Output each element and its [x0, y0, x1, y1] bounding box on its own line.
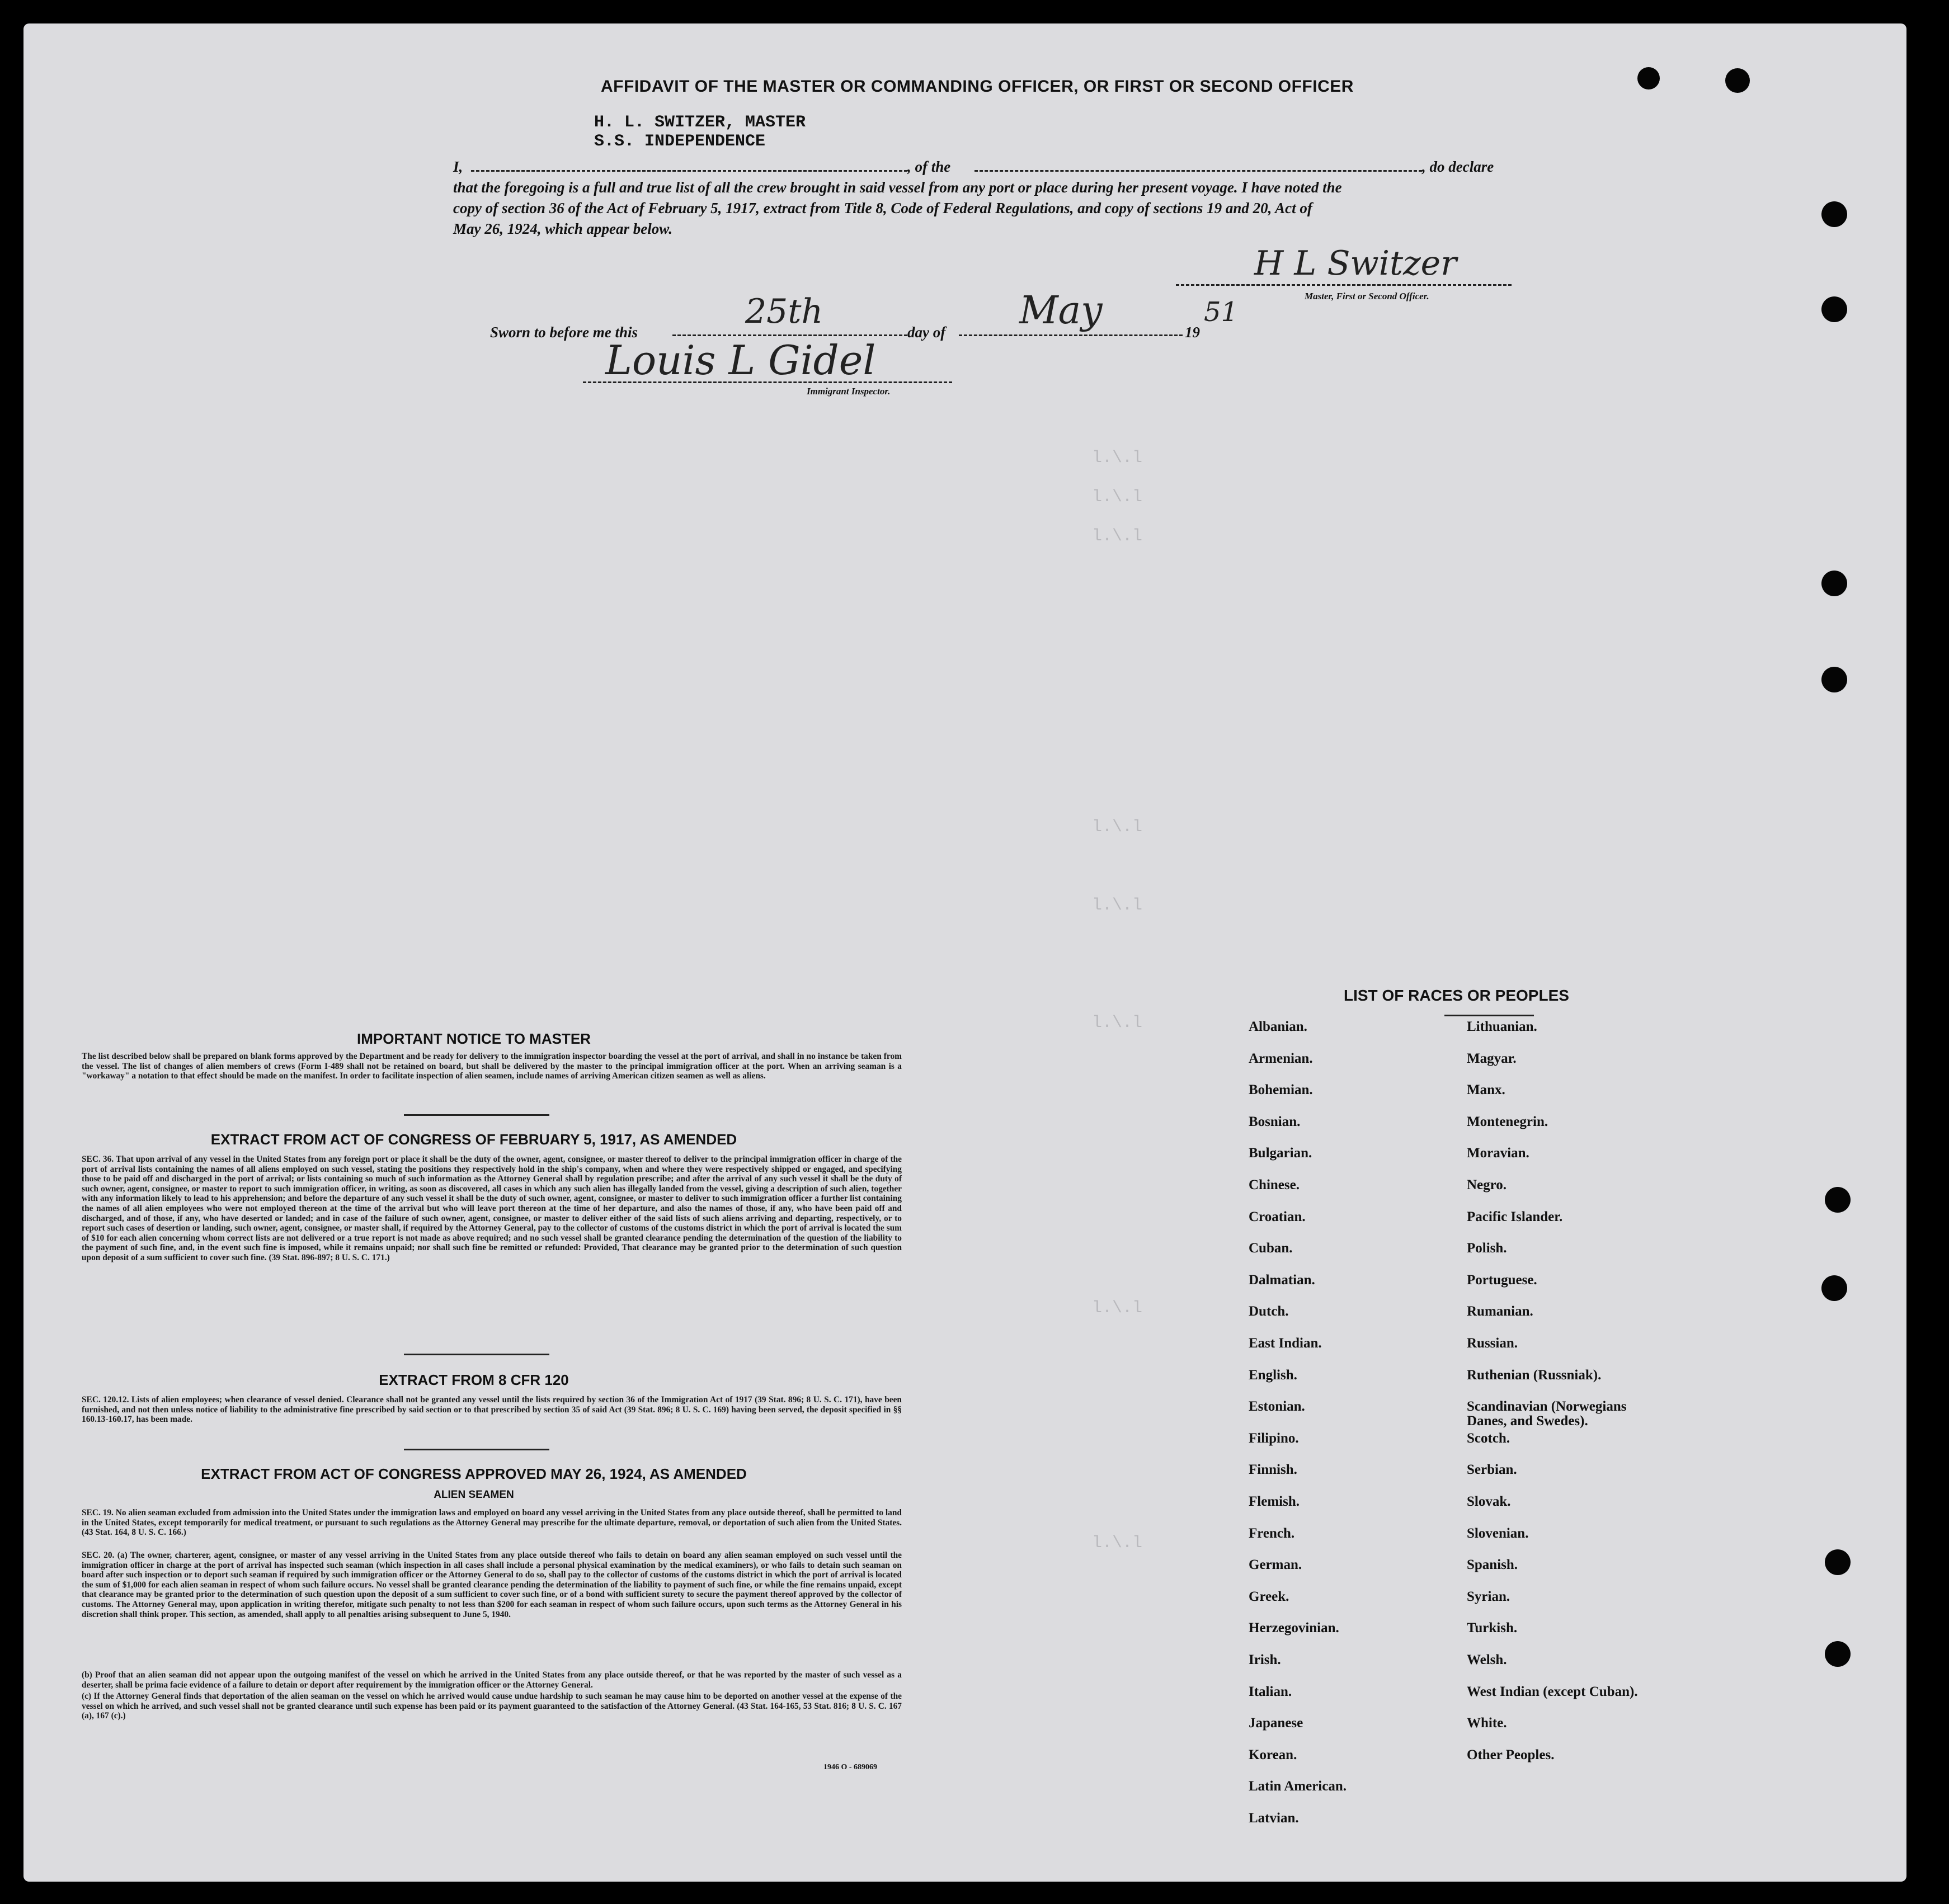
notice-title: IMPORTANT NOTICE TO MASTER [357, 1030, 591, 1047]
race-item: Russian. [1467, 1336, 1518, 1351]
race-item: Bosnian. [1249, 1114, 1301, 1129]
month-blank [959, 334, 1183, 336]
race-item: German. [1249, 1557, 1302, 1573]
binder-hole [1821, 201, 1847, 227]
extract-cfr-text: SEC. 120.12. Lists of alien employees; when clearance of vessel denied. Clearance shall not be granted any vessel until the lists required by section 36 of the Immigration Act of 1917 (39 Stat. 896; 8 U. S. C. 171), have been furnished, and not then unless notice of liability to the administrative fine prescribed by said section or to that prescribed by section 35 of said Act (39 Stat. 896; 8 U. S. C. 169) having been served, the deposit specified in §§ 160.13-160.17, has been made. [82, 1395, 902, 1425]
affidavit-title: AFFIDAVIT OF THE MASTER OR COMMANDING OFFICER, OR FIRST OR SECOND OFFICER [601, 77, 1354, 96]
divider [404, 1354, 549, 1355]
race-item: Italian. [1249, 1684, 1292, 1699]
race-item: Latin American. [1249, 1779, 1347, 1794]
sec20c-text: (c) If the Attorney General finds that deportation of the alien seaman on the vessel on which he arrived would cause undue hardship to such seaman he may cause him to be deported on another vessel at the expense of the vessel on which he arrived, and such vessel shall not be granted clearance until such expense has been paid or its payment guaranteed to the satisfaction of the Attorney General. (43 Stat. 164-165, 53 Stat. 816; 8 U. S. C. 167 (a), 167 (c).) [82, 1691, 902, 1721]
year-suffix: 51 [1204, 296, 1239, 328]
binder-hole [1825, 1641, 1851, 1667]
race-item: Filipino. [1249, 1430, 1299, 1446]
race-item: Armenian. [1249, 1050, 1313, 1066]
sworn-label: Sworn to before me this [490, 324, 638, 341]
race-item: Finnish. [1249, 1462, 1297, 1478]
race-item: Bulgarian. [1249, 1146, 1312, 1161]
master-signature-line [1176, 284, 1512, 286]
race-item: Herzegovinian. [1249, 1620, 1339, 1636]
month-value: May [1019, 289, 1103, 333]
extract-1917-title: EXTRACT FROM ACT OF CONGRESS OF FEBRUARY 5, 1917, AS AMENDED [210, 1131, 737, 1148]
race-item: Moravian. [1467, 1146, 1529, 1161]
race-item: French. [1249, 1525, 1295, 1541]
do-declare-label: , do declare [1422, 158, 1494, 175]
of-the-label: , of the [907, 158, 951, 175]
master-signature-label: Master, First or Second Officer. [1305, 291, 1429, 301]
bleed-through-mark: l.\.l [1092, 449, 1143, 468]
race-item: Syrian. [1467, 1589, 1510, 1604]
affidavit-line-4: May 26, 1924, which appear below. [453, 220, 673, 237]
race-item: Turkish. [1467, 1620, 1518, 1636]
race-item: East Indian. [1249, 1336, 1322, 1351]
sec20b-text: (b) Proof that an alien seaman did not appear upon the outgoing manifest of the vessel on which he arrived in the United States from any place outside thereof, or that he was reported by the master of such vessel as a deserter, shall be prima facie evidence of a failure to detain or deport after requirement by the immigration officer or the Attorney General. [82, 1670, 902, 1690]
binder-hole [1821, 1275, 1847, 1301]
binder-hole [1825, 1549, 1851, 1575]
binder-hole [1821, 571, 1847, 596]
day-of-label: day of [907, 324, 946, 341]
race-item: Irish. [1249, 1652, 1281, 1667]
race-item: White. [1467, 1716, 1507, 1731]
race-item: Latvian. [1249, 1811, 1299, 1826]
binder-hole [1821, 667, 1847, 692]
i-label: I, [453, 158, 463, 175]
race-item: Negro. [1467, 1177, 1507, 1193]
divider [404, 1449, 549, 1450]
race-item: Ruthenian (Russniak). [1467, 1367, 1602, 1383]
race-item: Slovenian. [1467, 1525, 1529, 1541]
race-item: Flemish. [1249, 1494, 1300, 1509]
binder-hole [1637, 67, 1660, 89]
document-page [23, 23, 1906, 1882]
race-item: Spanish. [1467, 1557, 1518, 1573]
bleed-through-mark: l.\.l [1092, 1299, 1143, 1318]
race-item: Scandinavian (Norwegians [1467, 1399, 1627, 1415]
race-item: West Indian (except Cuban). [1467, 1684, 1638, 1699]
race-item: Serbian. [1467, 1462, 1517, 1478]
race-item: Korean. [1249, 1747, 1297, 1762]
notice-text: The list described below shall be prepared on blank forms approved by the Department and be ready for delivery to the immigration inspector boarding the vessel at the port of arrival, and shall in no instance be taken from the vessel. The list of changes of alien members of crews (Form I-489 shall not be retained on board, but shall be delivered by the master to the principal immigration officer at the port. When an arriving seaman is a "workaway" a notation to that effect should be made on the manifest. In order to facilitate inspection of alien seamen, include names of arriving American citizen seamen as well as aliens. [82, 1052, 902, 1081]
race-item: Dutch. [1249, 1304, 1289, 1319]
race-item: Manx. [1467, 1082, 1505, 1098]
affidavit-line-1 [453, 157, 1505, 179]
race-item: Greek. [1249, 1589, 1289, 1604]
divider [404, 1114, 549, 1116]
race-item: Pacific Islander. [1467, 1209, 1563, 1224]
bleed-through-mark: l.\.l [1092, 1534, 1143, 1553]
race-item: Montenegrin. [1467, 1114, 1548, 1129]
bleed-through-mark: l.\.l [1092, 527, 1143, 546]
race-item: Japanese [1249, 1716, 1303, 1731]
alien-seamen-subtitle: ALIEN SEAMEN [434, 1489, 514, 1501]
inspector-label: Immigrant Inspector. [807, 386, 891, 397]
races-title: LIST OF RACES OR PEOPLES [1344, 987, 1569, 1004]
extract-cfr-title: EXTRACT FROM 8 CFR 120 [379, 1372, 569, 1388]
bleed-through-mark: l.\.l [1092, 818, 1143, 837]
print-code: 1946 O - 689069 [823, 1763, 878, 1771]
day-value: 25th [745, 292, 823, 331]
divider [1444, 1015, 1534, 1016]
bleed-through-mark: l.\.l [1092, 1014, 1143, 1033]
race-item: Welsh. [1467, 1652, 1507, 1667]
binder-hole [1821, 296, 1847, 322]
race-item: English. [1249, 1367, 1297, 1383]
affidavit-line-2: that the foregoing is a full and true list of all the crew brought in said vessel from any port or place during her present voyage. I have noted the [453, 179, 1342, 196]
affidavit-line-3: copy of section 36 of the Act of February 5, 1917, extract from Title 8, Code of Federal Regulations, and copy of sections 19 and 20, Act of [453, 200, 1312, 216]
race-item: Croatian. [1249, 1209, 1306, 1224]
typed-vessel-name: S.S. INDEPENDENCE [594, 132, 766, 151]
race-item: Danes, and Swedes). [1467, 1413, 1588, 1429]
extract-1917-text: SEC. 36. That upon arrival of any vessel in the United States from any foreign port or place it shall be the duty of the owner, agent, consignee, or master thereof to deliver to the principal immigration officer in charge of the port of arrival lists containing the names of all aliens employed on such vessel, stating the positions they respectively hold in the ship's company, when and where they were respectively shipped or engaged, and specifying those to be paid off and discharged in the port of arrival; or lists containing so much of such information as the Attorney General shall by regulation prescribe; and after the arrival of any such vessel it shall be the duty of such owner, agent, consignee, or master to report to such immigration officer, in writing, as soon as discovered, all cases in which any such alien has illegally landed from the vessel, giving a description of such alien, together with any information likely to lead to his apprehension; and before the departure of any such vessel it shall be the duty of such owner, agent, consignee, or master to deliver to such immigration officer a further list containing the names of all alien employees who were not employed thereon at the time of the arrival but who will leave port thereon at the time of her departure, and also the names of those, if any, who have been paid off and discharged, and of those, if any, who have deserted or landed; and in case of the failure of such owner, agent, consignee, or master to deliver either of the said lists of such aliens arriving and departing, respectively, or to report such cases of desertion or landing, such owner, agent, consignee, or master shall, if required by the Attorney General, pay to the collector of customs of the customs district in which the port of arrival is located the sum of $10 for each alien concerning whom correct lists are not delivered or a true report is not made as above required; and no such vessel shall be granted clearance pending the determination of the question of the liability to the payment of such fine, and, in the event such fine is imposed, while it remains unpaid; nor shall such fine be remitted or refunded: Provided, That clearance may be granted prior to the determination of such question upon deposit of a sum sufficient to cover such fine. (39 Stat. 896-897; 8 U. S. C. 171.) [82, 1154, 902, 1262]
inspector-signature: Louis L Gidel [605, 337, 876, 384]
race-item: Magyar. [1467, 1050, 1517, 1066]
race-item: Chinese. [1249, 1177, 1300, 1193]
race-item: Cuban. [1249, 1241, 1293, 1256]
vessel-blank [975, 170, 1422, 172]
sec19-text: SEC. 19. No alien seaman excluded from admission into the United States under the immigration laws and employed on board any vessel arriving in the United States from any place outside thereof, shall be permitted to land in the United States, except temporarily for medical treatment, or pursuant to such regulations as the Attorney General may prescribe for the ultimate departure, removal, or deportation of such alien from the United States. (43 Stat. 164, 8 U. S. C. 166.) [82, 1508, 902, 1538]
race-item: Estonian. [1249, 1399, 1305, 1415]
race-item: Slovak. [1467, 1494, 1511, 1509]
race-item: Lithuanian. [1467, 1019, 1537, 1034]
name-blank [471, 170, 907, 172]
bleed-through-mark: l.\.l [1092, 488, 1143, 507]
race-item: Albanian. [1249, 1019, 1307, 1034]
sec20a-text: SEC. 20. (a) The owner, charterer, agent, consignee, or master of any vessel arriving in the United States from any place outside thereof who fails to detain on board any alien seaman employed on such vessel until the immigration officer in charge at the port of arrival has inspected such seaman (which inspection in all cases shall include a personal physical examination by the medical examiners), or who fails to detain such seaman on board after such inspection or to deport such seaman if required by such immigration officer or the Attorney General to do so, shall pay to the collector of customs of the customs district in which the port of arrival is located the sum of $1,000 for each alien seaman in respect of whom such failure occurs. No vessel shall be granted clearance pending the determination of the liability to payment of such fine, or while the fine remains unpaid, except that clearance may be granted prior to the determination of such question upon the deposit of a sum sufficient to cover such fine, or of a bond with sufficient surety to secure the payment thereof approved by the collector of customs. The Attorney General may, upon application in writing therefor, mitigate such penalty to not less than $200 for each seaman in respect of whom such failure occurs, upon such terms as the Attorney General in his discretion shall think proper. This section, as amended, shall apply to all penalties arising subsequent to June 5, 1940. [82, 1550, 902, 1619]
binder-hole [1825, 1187, 1851, 1213]
binder-hole [1725, 68, 1750, 93]
race-item: Other Peoples. [1467, 1747, 1555, 1762]
race-item: Portuguese. [1467, 1272, 1537, 1288]
bleed-through-mark: l.\.l [1092, 896, 1143, 915]
master-signature: H L Switzer [1254, 244, 1457, 283]
race-item: Polish. [1467, 1241, 1507, 1256]
race-item: Rumanian. [1467, 1304, 1533, 1319]
year-prefix: 19 [1185, 324, 1200, 341]
race-item: Bohemian. [1249, 1082, 1313, 1098]
typed-master-name: H. L. SWITZER, MASTER [594, 113, 806, 132]
day-blank [672, 334, 907, 336]
extract-1924-title: EXTRACT FROM ACT OF CONGRESS APPROVED MAY 26, 1924, AS AMENDED [201, 1465, 747, 1482]
race-item: Scotch. [1467, 1430, 1510, 1446]
race-item: Dalmatian. [1249, 1272, 1315, 1288]
